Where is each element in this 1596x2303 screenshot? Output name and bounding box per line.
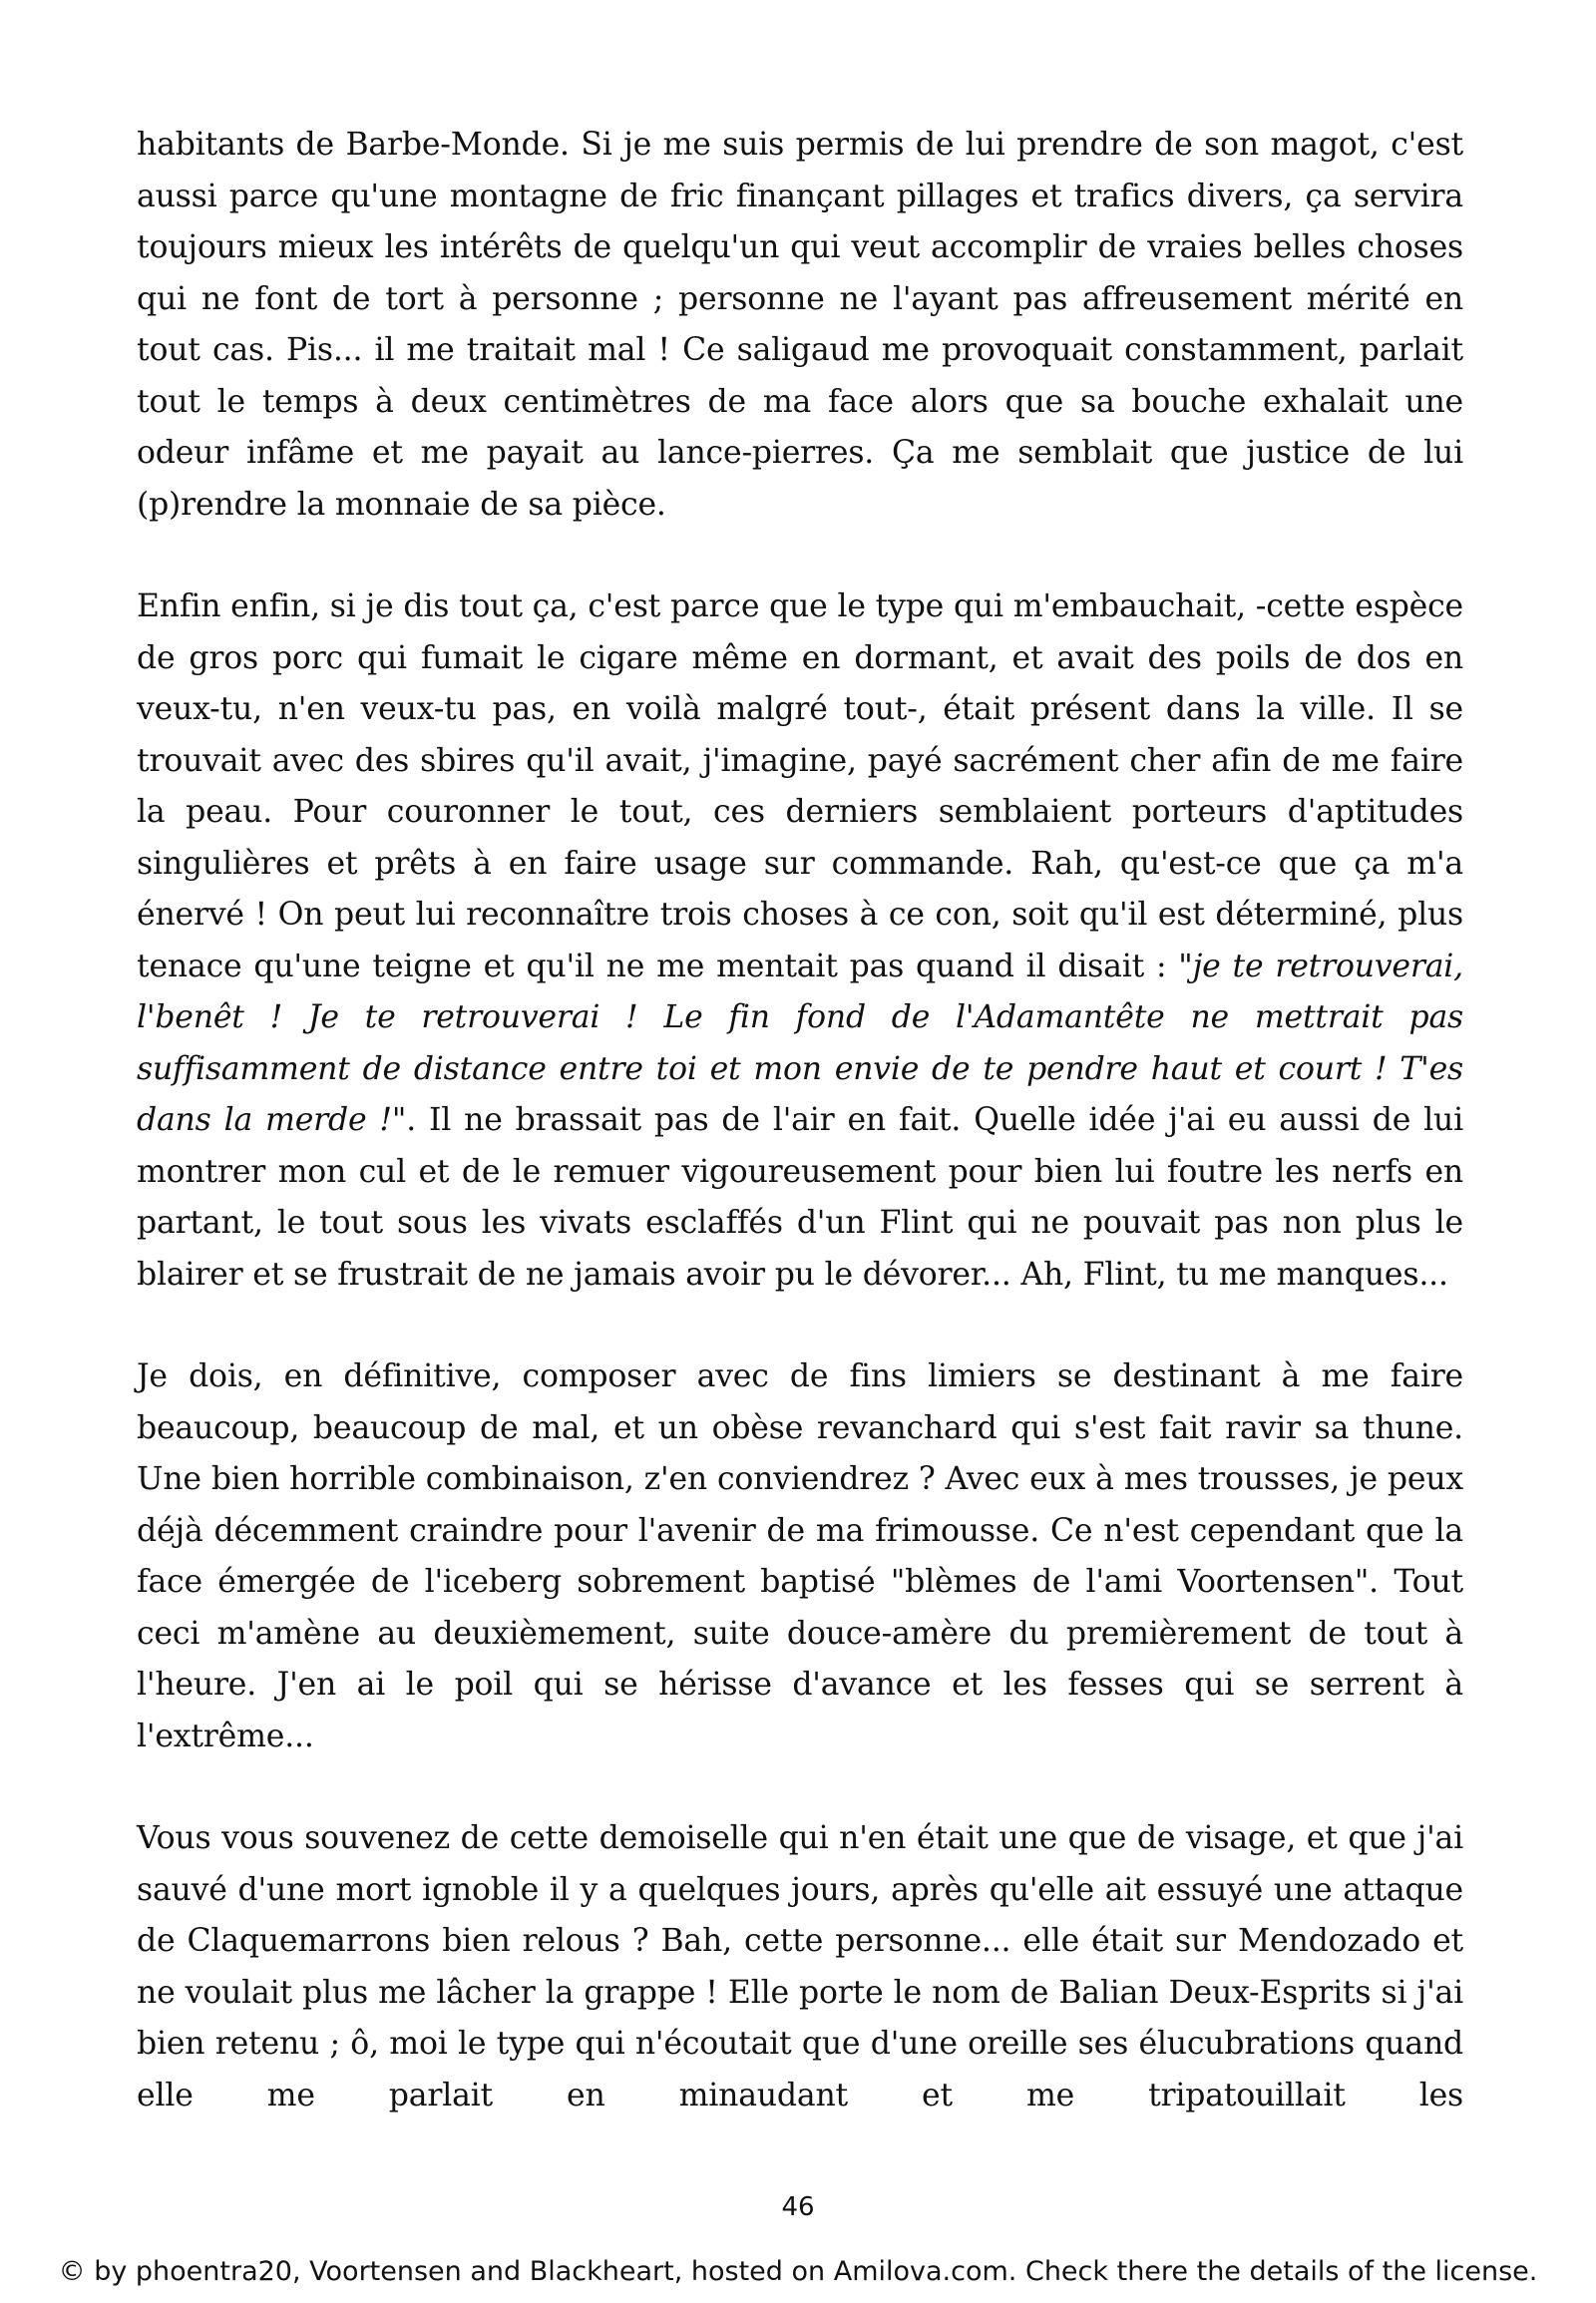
paragraph-2-quote: je te retrouverai, l'benêt ! Je te retrouverai ! Le fin fond de l'Adamantête ne mettrait pas suffisamment de distance entre toi et mon envie de te pendre haut et court ! T'es dans la merde ! bbox=[137, 948, 1463, 1138]
paragraph-2-text-start: Enfin enfin, si je dis tout ça, c'est parce que le type qui m'embauchait, -cette espèce de gros porc qui fumait le cigare même en dormant, et avait des poils de dos en veux-tu, n'en veux-tu pas, en voilà malgré tout-, était présent dans la ville. Il se trouvait avec des sbires qu'il avait, j'imagine, payé sacrément cher afin de me faire la peau. Pour couronner le tout, ces derniers semblaient porteurs d'aptitudes singulières et prêts à en faire usage sur commande. Rah, qu'est-ce que ça m'a énervé ! On peut lui reconnaître trois choses à ce con, soit qu'il est déterminé, plus tenace qu'une teigne et qu'il ne me mentait pas quand il disait : " bbox=[137, 588, 1463, 984]
paragraph-3 bbox=[137, 1351, 1463, 1762]
page-number: 46 bbox=[781, 2192, 815, 2222]
paragraph-1-text: habitants de Barbe-Monde. Si je me suis permis de lui prendre de son magot, c'est aussi parce qu'une montagne de fric finançant pillages et trafics divers, ça servira toujours mieux les intérêts de quelqu'un qui veut accomplir de vraies belles choses qui ne font de tort à personne ; personne ne l'ayant pas affreusement mérité en tout cas. Pis... il me traitait mal ! Ce saligaud me provoquait constamment, parlait tout le temps à deux centimètres de ma face alors que sa bouche exhalait une odeur infâme et me payait au lance-pierres. Ça me semblait que justice de lui (p)rendre la monnaie de sa pièce. bbox=[137, 127, 1463, 523]
paragraph-2 bbox=[137, 581, 1463, 1301]
license-footer: © by phoentra20, Voortensen and Blackheart, hosted on Amilova.com. Check there the details of the license. bbox=[58, 2256, 1538, 2287]
page-body bbox=[137, 120, 1463, 2121]
paragraph-1 bbox=[137, 120, 1463, 531]
paragraph-4 bbox=[137, 1813, 1463, 2121]
paragraph-2-text-end: ". Il ne brassait pas de l'air en fait. Quelle idée j'ai eu aussi de lui montrer mon cul et de le remuer vigoureusement pour bien lui foutre les nerfs en partant, le tout sous les vivats esclaffés d'un Flint qui ne pouvait pas non plus le blairer et se frustrait de ne jamais avoir pu le dévorer... Ah, Flint, tu me manques... bbox=[137, 1102, 1463, 1293]
paragraph-4-text: Vous vous souvenez de cette demoiselle qui n'en était une que de visage, et que j'ai sauvé d'une mort ignoble il y a quelques jours, après qu'elle ait essuyé une attaque de Claquemarrons bien relous ? Bah, cette personne... elle était sur Mendozado et ne voulait plus me lâcher la grappe ! Elle porte le nom de Balian Deux-Esprits si j'ai bien retenu ; ô, moi le type qui n'écoutait que d'une oreille ses élucubrations quand elle me parlait en minaudant et me tripatouillait les bbox=[137, 1820, 1463, 2113]
paragraph-3-text: Je dois, en définitive, composer avec de fins limiers se destinant à me faire beaucoup, beaucoup de mal, et un obèse revanchard qui s'est fait ravir sa thune. Une bien horrible combinaison, z'en conviendrez ? Avec eux à mes trousses, je peux déjà décemment craindre pour l'avenir de ma frimousse. Ce n'est cependant que la face émergée de l'iceberg sobrement baptisé "blèmes de l'ami Voortensen". Tout ceci m'amène au deuxièmement, suite douce-amère du premièrement de tout à l'heure. J'en ai le poil qui se hérisse d'avance et les fesses qui se serrent à l'extrême... bbox=[137, 1358, 1463, 1754]
